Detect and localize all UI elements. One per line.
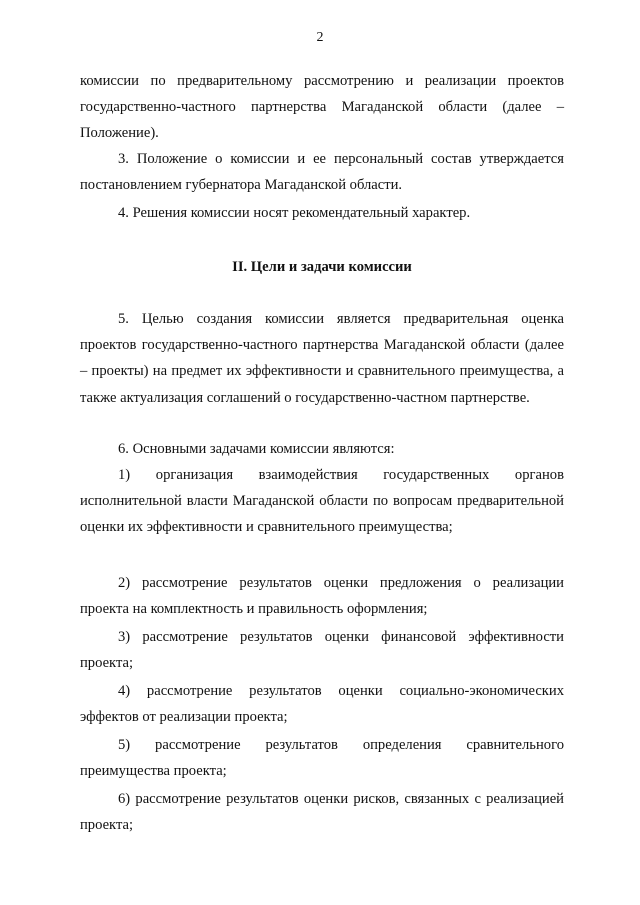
paragraph-4: 4. Решения комиссии носят рекомендательный характер. bbox=[118, 205, 471, 221]
task-item-3: 3) рассмотрение результатов оценки финансовой эффективности проекта; bbox=[80, 629, 564, 672]
task-item-1: 1) организация взаимодействия государственных органов исполнительной власти Магаданской области по вопросам предварительной оценки их эффективности и сравнительного преимущества; bbox=[80, 467, 564, 536]
paragraph-5: 5. Целью создания комиссии является предварительная оценка проектов государственно-частного партнерства Магаданской области (далее – проекты) на предмет их эффективности и сравнительного преимущества, а также актуализация соглашений о государственно-частном партнерстве. bbox=[80, 311, 564, 406]
paragraph-continuation: комиссии по предварительному рассмотрению и реализации проектов государственно-частного партнерства Магаданской области (далее – Положение). bbox=[80, 73, 564, 142]
task-item-2: 2) рассмотрение результатов оценки предложения о реализации проекта на комплектность и правильность оформления; bbox=[80, 575, 564, 618]
page-number: 2 bbox=[316, 30, 324, 45]
task-item-4: 4) рассмотрение результатов оценки социально-экономических эффектов от реализации проекта; bbox=[80, 683, 564, 726]
task-item-6: 6) рассмотрение результатов оценки рисков, связанных с реализацией проекта; bbox=[80, 791, 564, 834]
paragraph-6: 6. Основными задачами комиссии являются: bbox=[118, 441, 395, 457]
paragraph-3: 3. Положение о комиссии и ее персональный состав утверждается постановлением губернатора Магаданской области. bbox=[80, 151, 564, 194]
section-heading: II. Цели и задачи комиссии bbox=[232, 259, 412, 275]
task-item-5: 5) рассмотрение результатов определения сравнительного преимущества проекта; bbox=[80, 737, 564, 780]
